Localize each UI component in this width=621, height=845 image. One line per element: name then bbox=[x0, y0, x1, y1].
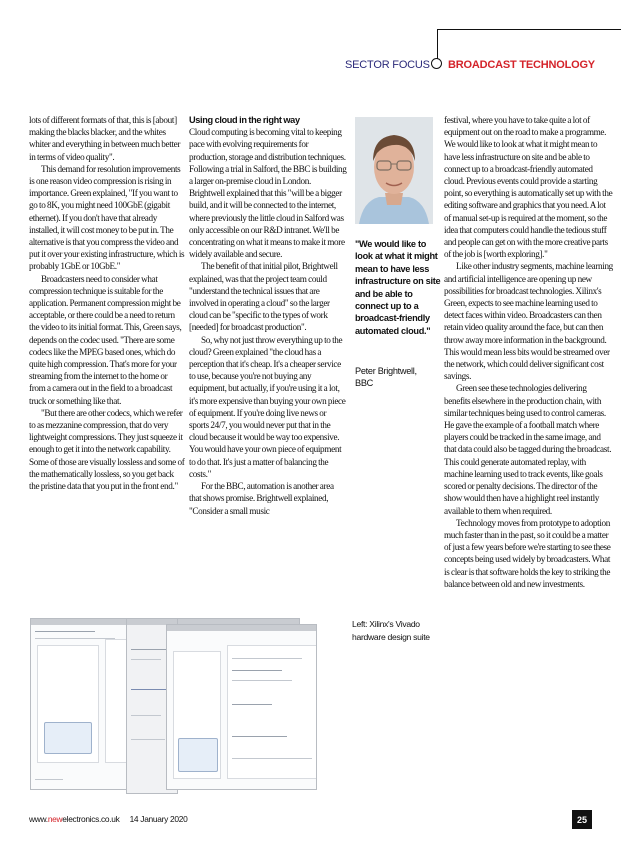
text-line bbox=[131, 739, 165, 740]
diagram-panel bbox=[173, 651, 221, 779]
window-titlebar bbox=[167, 625, 316, 631]
text-line bbox=[232, 704, 272, 705]
paragraph: This demand for resolution improvements is one reason video compression is rising in importance. Green explained, "If you want to go to 8K, you might need 100GbE (gigabit ethernet). If you don't have that already installed, it will cost money to be put in. The alternative is that you compress the video and put it over your existing infrastructure, which is probably 1GbE or 10GbE." bbox=[29, 163, 185, 272]
header-circle-ornament bbox=[431, 58, 442, 69]
text-line bbox=[232, 670, 282, 671]
diagram-panel bbox=[37, 645, 99, 763]
portrait-photo bbox=[355, 117, 433, 224]
text-line bbox=[35, 779, 63, 780]
section-subheading: Using cloud in the right way bbox=[189, 115, 300, 125]
paragraph: Broadcasters need to consider what compression technique is suitable for the application. Permanent compression might be acceptable, or there could be a need to return the video to its initial format. This, Green says, depends on the codec used. "There are some codecs like the MPEG based ones, which do quite high compression. That's more for your streaming from the internet to the home or from a camera out in the field to a broadcast truck or something like that. bbox=[29, 273, 182, 406]
sector-focus-label: SECTOR FOCUS bbox=[345, 59, 430, 71]
header-rule-vertical bbox=[437, 29, 438, 60]
ip-block bbox=[44, 722, 92, 754]
figure-caption: Left: Xilinx's Vivado hardware design suite bbox=[352, 619, 430, 642]
pull-quote: "We would like to look at what it might mean to have less infrastructure on site and be able to connect up to a broadcast-friendly automated cloud." bbox=[355, 239, 441, 336]
article-column-2 bbox=[189, 114, 347, 517]
attribution-org: BBC bbox=[355, 378, 373, 389]
url-prefix: www. bbox=[29, 814, 48, 824]
text-line bbox=[35, 631, 95, 632]
paragraph: For the BBC, automation is another area that shows promise. Brightwell explained, "Consider a small music bbox=[189, 481, 334, 516]
text-line bbox=[131, 659, 161, 660]
attribution-name: Peter Brightwell, bbox=[355, 366, 417, 376]
section-title: BROADCAST TECHNOLOGY bbox=[448, 59, 595, 71]
page-number: 25 bbox=[572, 810, 592, 829]
text-line bbox=[232, 736, 287, 737]
url-brand: new bbox=[47, 814, 63, 824]
url-suffix: electronics.co.uk bbox=[62, 814, 120, 824]
text-line bbox=[232, 758, 312, 759]
pull-quote-attribution bbox=[355, 365, 441, 390]
text-line bbox=[232, 680, 292, 681]
text-line bbox=[232, 658, 302, 659]
article-column-4 bbox=[444, 114, 614, 590]
paragraph: So, why not just throw everything up to the cloud? Green explained "the cloud has a perception that it's cheap. It's a cheaper service to use, because you're not buying any equipment, but actually, if you're using it a lot, it's more expensive than buying your own piece of equipment. If you're doing live news or sports 24/7, you would never put that in the cloud because it would be way too expensive. You would have your own piece of equipment to do that. It's just a matter of balancing the costs." bbox=[189, 334, 346, 479]
paragraph: Cloud computing is becoming vital to keeping pace with evolving requirements for production, storage and distribution techniques. Following a trial in Salford, the BBC is building a larger on-premise cloud in London. Brightwell explained that this "will be a bigger build, and it will be connected to the internet, where previously the little cloud in Salford was only accessible on our R&D intranet. We'll be concentrating on what it means to make it more widely available and secure. bbox=[189, 127, 347, 260]
ip-block bbox=[178, 738, 218, 772]
screenshot-window-front bbox=[166, 624, 317, 790]
footer-website-link[interactable] bbox=[29, 814, 120, 824]
config-panel bbox=[227, 645, 317, 779]
header-rule bbox=[437, 29, 621, 30]
paragraph: Technology moves from prototype to adoption much faster than in the past, so it could be a matter of just a few years before we're starting to see these concepts being used widely by broadcasters. What is clear is that software holds the key to striking the balance between old and new investments. bbox=[444, 517, 611, 589]
issue-date: 14 January 2020 bbox=[129, 814, 188, 824]
paragraph: Green see these technologies delivering benefits elsewhere in the production chain, with similar techniques being used to control cameras. He gave the example of a football match where players could be tracked in the same image, and that data could also be tagged during the broadcast. This could generate automated replay, with machine learning used to track events, like goals scored or penalty decisions. The director of the show would then have a highlight reel instantly available to them when required. bbox=[444, 383, 612, 516]
text-line bbox=[131, 689, 171, 690]
paragraph: "But there are other codecs, which we refer to as mezzanine compression, that do very lightweight compressions. They just squeeze it enough to get it into the network capability. Some of those are visually lossless and some of the mathematically lossless, so you get back the pristine data that you put in the front end." bbox=[29, 407, 185, 492]
article-column-1 bbox=[29, 114, 185, 492]
paragraph: Like other industry segments, machine learning and artificial intelligence are opening up new possibilities for broadcast technologies. Xilinx's Green, expects to see machine learning used to detect faces within video. Broadcasters can then retain video quality around the face, but can then throw away more information in the background. This would mean less bits would be streamed over the network, which could deliver significant cost savings. bbox=[444, 261, 613, 382]
text-line bbox=[131, 649, 171, 650]
vivado-screenshot-figure bbox=[30, 618, 317, 794]
paragraph: festival, where you have to take quite a lot of equipment out on the road to make a programme. We would like to look at what it might mean to have less infrastructure on site and be able to connect up to a broadcast-friendly automated cloud. Previous events could provide a starting point, so everything is automatically set up with the editing software and graphics that you need. A lot of manual set-up is required at the moment, so the idea that computers could handle the tedious stuff and people can get on with the more creative parts of the job is [worth exploring]." bbox=[444, 115, 613, 260]
paragraph: lots of different formats of that, this is [about] making the blacks blacker, and the whites whiter and everything in between much better in terms of video quality". bbox=[29, 115, 181, 162]
text-line bbox=[131, 715, 161, 716]
text-line bbox=[35, 638, 115, 639]
paragraph: The benefit of that initial pilot, Brightwell explained, was that the project team could "understand the technical issues that are involved in operating a cloud" so the larger cloud can be "specific to the types of work [needed] for broadcast production". bbox=[189, 261, 338, 333]
